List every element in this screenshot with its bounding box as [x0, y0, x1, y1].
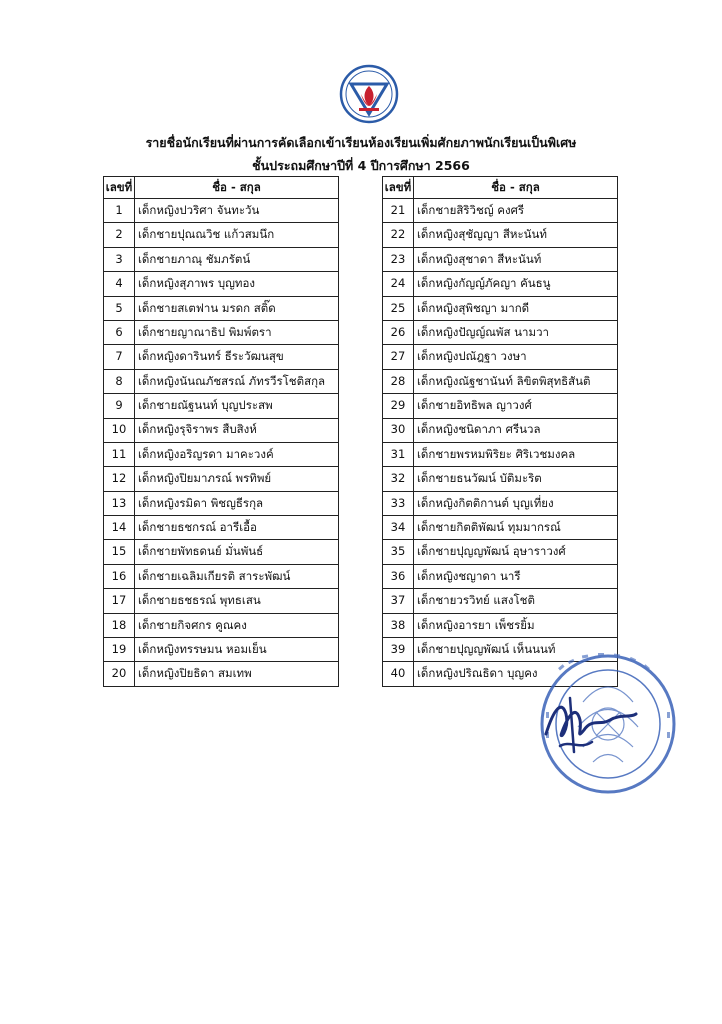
student-number: 17	[104, 589, 135, 613]
student-table-right	[382, 176, 618, 687]
student-number: 23	[383, 247, 414, 271]
student-name: เด็กหญิงรุจิราพร สืบสิงห์	[135, 418, 339, 442]
student-name: เด็กชายสเตฟาน มรดก สติ๊ด	[135, 296, 339, 320]
student-name: เด็กหญิงรมิดา พิชญธีรกุล	[135, 491, 339, 515]
student-number: 11	[104, 442, 135, 466]
table-row	[383, 516, 618, 540]
student-number: 15	[104, 540, 135, 564]
student-name: เด็กหญิงปัญญ์ณพัส นามวา	[414, 320, 618, 344]
student-name: เด็กหญิงชนิดาภา ศรีนวล	[414, 418, 618, 442]
document-subtitle: ชั้นประถมศึกษาปีที่ 4 ปีการศึกษา 2566	[252, 158, 470, 173]
student-number: 14	[104, 516, 135, 540]
table-row	[104, 296, 339, 320]
student-name: เด็กหญิงปิยมาภรณ์ พรทิพย์	[135, 467, 339, 491]
table-row	[104, 516, 339, 540]
table-row	[383, 467, 618, 491]
student-number: 18	[104, 613, 135, 637]
student-name: เด็กหญิงนันณภัชสรณ์ ภัทรวีรโชติสกุล	[135, 369, 339, 393]
table-row	[383, 491, 618, 515]
table-row	[383, 418, 618, 442]
student-number: 40	[383, 662, 414, 686]
table-row	[104, 467, 339, 491]
table-row	[383, 613, 618, 637]
student-name: เด็กชายธนวัฒน์ บัติมะริต	[414, 467, 618, 491]
student-number: 19	[104, 638, 135, 662]
table-row	[104, 491, 339, 515]
student-name: เด็กหญิงปิยธิดา สมเทพ	[135, 662, 339, 686]
table-row	[383, 589, 618, 613]
student-name: เด็กชายธชกรณ์ อารีเอื้อ	[135, 516, 339, 540]
student-name: เด็กหญิงสุชาดา สีหะนันท์	[414, 247, 618, 271]
student-name: เด็กหญิงสุภาพร บุญทอง	[135, 272, 339, 296]
student-name: เด็กหญิงดารินทร์ ธีระวัฒนสุข	[135, 345, 339, 369]
table-row	[104, 272, 339, 296]
student-number: 8	[104, 369, 135, 393]
student-number: 12	[104, 467, 135, 491]
student-name: เด็กหญิงปวริศา จันทะวัน	[135, 199, 339, 223]
table-row	[104, 199, 339, 223]
student-name: เด็กชายณัฐนนท์ บุญประสพ	[135, 394, 339, 418]
student-name: เด็กชายเฉลิมเกียรติ สาระพัฒน์	[135, 564, 339, 588]
table-row	[104, 369, 339, 393]
table-row	[104, 223, 339, 247]
student-table-left	[103, 176, 339, 687]
student-name: เด็กหญิงปณัฎฐา วงษา	[414, 345, 618, 369]
student-number: 2	[104, 223, 135, 247]
column-header-name: ชื่อ - สกุล	[414, 177, 618, 199]
student-rows-left	[104, 199, 339, 687]
table-row	[383, 540, 618, 564]
student-number: 35	[383, 540, 414, 564]
student-rows-right	[383, 199, 618, 687]
student-name: เด็กหญิงณัฐชานันท์ ลิขิตพิสุทธิสันติ	[414, 369, 618, 393]
student-name: เด็กชายปุญญพัฒน์ เห็นนนท์	[414, 638, 618, 662]
table-row	[104, 540, 339, 564]
student-name: เด็กชายธชธรณ์ พุทธเสน	[135, 589, 339, 613]
table-row	[104, 589, 339, 613]
student-name: เด็กหญิงอริญรดา มาคะวงค์	[135, 442, 339, 466]
student-number: 25	[383, 296, 414, 320]
column-header-name: ชื่อ - สกุล	[135, 177, 339, 199]
table-row	[383, 296, 618, 320]
student-number: 20	[104, 662, 135, 686]
student-number: 34	[383, 516, 414, 540]
student-name: เด็กหญิงอารยา เพ็ชรยิ้ม	[414, 613, 618, 637]
table-row	[383, 223, 618, 247]
student-number: 37	[383, 589, 414, 613]
student-number: 7	[104, 345, 135, 369]
table-row	[383, 345, 618, 369]
table-row	[104, 345, 339, 369]
student-name: เด็กชายภาณุ ชัมภรัตน์	[135, 247, 339, 271]
table-row	[383, 199, 618, 223]
document-title: รายชื่อนักเรียนที่ผ่านการคัดเลือกเข้าเรียนห้องเรียนเพิ่มศักยภาพนักเรียนเป็นพิเศษ	[145, 135, 577, 150]
table-header-row	[104, 177, 339, 199]
handwritten-signature-icon	[540, 690, 640, 760]
student-number: 21	[383, 199, 414, 223]
table-row	[104, 638, 339, 662]
table-row	[104, 662, 339, 686]
table-row	[383, 369, 618, 393]
student-number: 32	[383, 467, 414, 491]
student-number: 26	[383, 320, 414, 344]
student-name: เด็กชายกิจศกร คูณคง	[135, 613, 339, 637]
student-number: 22	[383, 223, 414, 247]
table-row	[383, 394, 618, 418]
student-name: เด็กชายปุญญพัฒน์ อุษาราวงศ์	[414, 540, 618, 564]
student-number: 4	[104, 272, 135, 296]
table-row	[383, 320, 618, 344]
student-number: 6	[104, 320, 135, 344]
student-number: 29	[383, 394, 414, 418]
student-name: เด็กหญิงกัญญ์ภัคญา คันธนู	[414, 272, 618, 296]
student-name: เด็กหญิงสุพิชญา มากดี	[414, 296, 618, 320]
student-name: เด็กชายอิทธิพล ญาวงศ์	[414, 394, 618, 418]
student-number: 36	[383, 564, 414, 588]
table-row	[383, 272, 618, 296]
student-name: เด็กหญิงกิตติกานต์ บุญเที่ยง	[414, 491, 618, 515]
student-number: 3	[104, 247, 135, 271]
student-number: 33	[383, 491, 414, 515]
student-name: เด็กหญิงทรรษมน หอมเย็น	[135, 638, 339, 662]
student-name: เด็กหญิงสุชัญญา สีหะนันท์	[414, 223, 618, 247]
table-row	[383, 442, 618, 466]
student-name: เด็กหญิงปริณธิดา บุญคง	[414, 662, 618, 686]
student-number: 39	[383, 638, 414, 662]
student-number: 9	[104, 394, 135, 418]
school-emblem-icon	[339, 64, 399, 124]
student-name: เด็กชายวรวิทย์ แสงโชติ	[414, 589, 618, 613]
table-row	[104, 320, 339, 344]
student-number: 16	[104, 564, 135, 588]
table-row	[104, 442, 339, 466]
column-header-number: เลขที่	[383, 177, 414, 199]
column-header-number: เลขที่	[104, 177, 135, 199]
student-number: 38	[383, 613, 414, 637]
student-number: 31	[383, 442, 414, 466]
student-number: 5	[104, 296, 135, 320]
table-row	[104, 247, 339, 271]
student-number: 13	[104, 491, 135, 515]
student-name: เด็กหญิงชญาดา นารี	[414, 564, 618, 588]
table-row	[104, 564, 339, 588]
student-name: เด็กชายปุณณวิช แก้วสมนึก	[135, 223, 339, 247]
student-name: เด็กชายกิตติพัฒน์ ทุมมากรณ์	[414, 516, 618, 540]
table-row	[383, 564, 618, 588]
student-name: เด็กชายพรหมพิริยะ ศิริเวชมงคล	[414, 442, 618, 466]
table-header-row	[383, 177, 618, 199]
table-row	[104, 394, 339, 418]
student-number: 28	[383, 369, 414, 393]
student-number: 30	[383, 418, 414, 442]
student-name: เด็กชายพัทธดนย์ มั่นพันธ์	[135, 540, 339, 564]
table-row	[104, 613, 339, 637]
student-number: 1	[104, 199, 135, 223]
student-number: 10	[104, 418, 135, 442]
student-name: เด็กชายสิริวิชญ์ คงศรี	[414, 199, 618, 223]
table-row	[383, 247, 618, 271]
student-number: 24	[383, 272, 414, 296]
student-number: 27	[383, 345, 414, 369]
table-row	[104, 418, 339, 442]
student-name: เด็กชายญาณาธิป พิมพ์ตรา	[135, 320, 339, 344]
